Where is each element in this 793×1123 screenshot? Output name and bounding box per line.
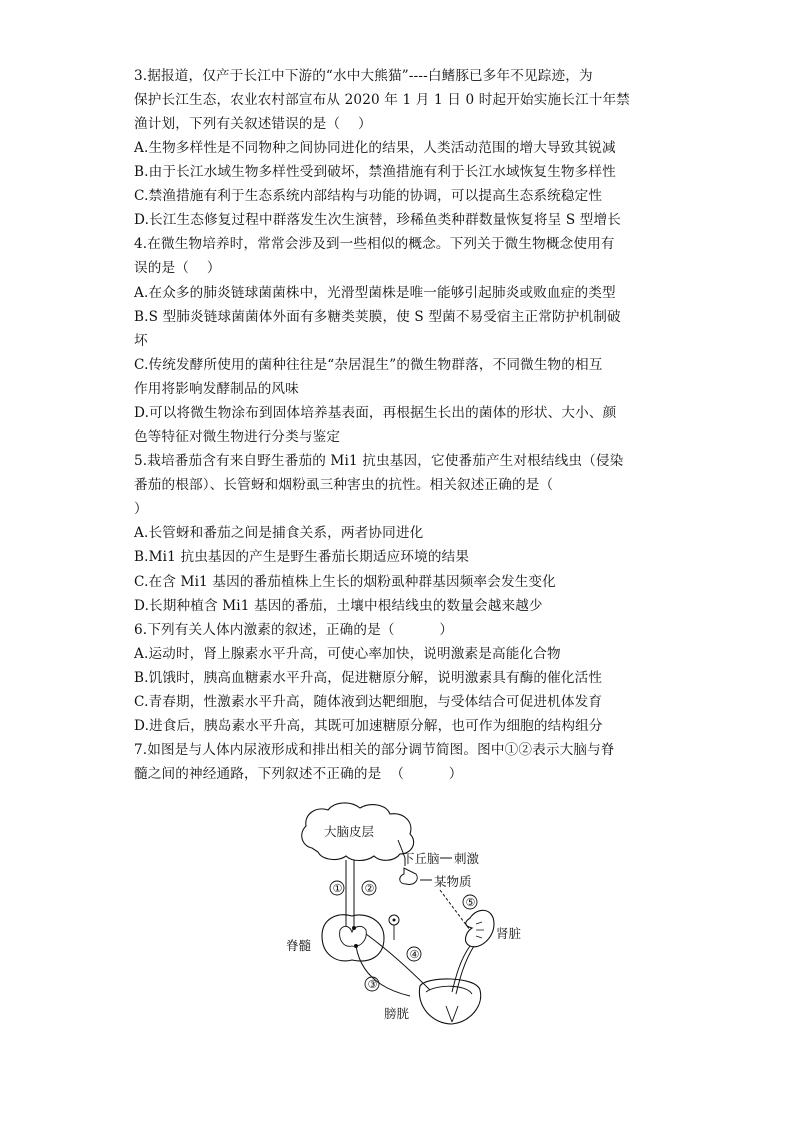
text-line: D.长期种植含 Mi1 基因的番茄，土壤中根结线虫的数量会越来越少 — [134, 598, 543, 614]
text-line: 保护长江生态，农业农村部宣布从 2020 年 1 月 1 日 0 时起开始实施长江十年禁 — [134, 92, 630, 108]
text-line: B.Mi1 抗虫基因的产生是野生番茄长期适应环境的结果 — [134, 549, 470, 565]
text-line: B.饥饿时，胰高血糖素水平升高，促进糖原分解，说明激素具有酶的催化活性 — [134, 670, 603, 686]
text-line: 4.在微生物培养时，常常会涉及到一些相似的概念。下列关于微生物概念使用有 — [134, 236, 615, 252]
text-line: D.进食后，胰岛素水平升高，其既可加速糖原分解，也可作为细胞的结构组分 — [134, 718, 603, 734]
text-line: C.传统发酵所使用的菌种往往是“杂居混生”的微生物群落，不同微生物的相互 — [134, 357, 603, 373]
pathway-4-label: ④ — [409, 948, 420, 961]
text-line: 6.下列有关人体内激素的叙述，正确的是（ ） — [134, 622, 454, 638]
hypothalamus-label: 下丘脑 — [402, 851, 440, 866]
text-line: 番茄的根部）、长管蚜和烟粉虱三种害虫的抗性。相关叙述正确的是（ — [134, 477, 554, 493]
text-line: 作用将影响发酵制品的风味 — [134, 381, 299, 397]
text-line: A.长管蚜和番茄之间是捕食关系，两者协同进化 — [134, 525, 424, 541]
text-line: 3.据报道，仅产于长江中下游的“水中大熊猫”----白鳍豚已多年不见踪迹，为 — [134, 68, 593, 84]
text-line: B.S 型肺炎链球菌菌体外面有多糖类荚膜，使 S 型菌不易受宿主正常防护机制破 — [134, 309, 621, 325]
text-line: A.生物多样性是不同物种之间协同进化的结果，人类活动范围的增大导致其锐减 — [134, 140, 616, 156]
text-line: 误的是（ ） — [134, 260, 221, 276]
kidney-label: 肾脏 — [496, 926, 522, 941]
spinal-cord-label: 脊髓 — [286, 938, 312, 953]
stimulus-label: 刺激 — [454, 851, 480, 866]
text-line: C.青春期，性激素水平升高，随体液到达靶细胞，与受体结合可促进机体发育 — [134, 694, 603, 710]
text-line: 坏 — [134, 333, 148, 349]
pathway-3-label: ③ — [367, 978, 378, 991]
spinal-cord-shape — [322, 915, 384, 961]
urination-regulation-diagram — [280, 800, 540, 1032]
bladder-label: 膀胱 — [384, 1006, 410, 1021]
text-line: C.禁渔措施有利于生态系统内部结构与功能的协调，可以提高生态系统稳定性 — [134, 188, 603, 204]
kidney-shape — [466, 910, 494, 946]
text-line: 髓之间的神经通路，下列叙述不正确的是 （ ） — [134, 766, 463, 782]
text-line: D.长江生态修复过程中群落发生次生演替，珍稀鱼类种群数量恢复将呈 S 型增长 — [134, 212, 621, 228]
text-line: B.由于长江水域生物多样性受到破坏，禁渔措施有利于长江水域恢复生物多样性 — [134, 164, 616, 180]
pathway-1-label: ① — [332, 882, 343, 895]
pathway-5-label: ⑤ — [465, 896, 476, 909]
text-line: 色等特征对微生物进行分类与鉴定 — [134, 429, 341, 445]
text-line: C.在含 Mi1 基因的番茄植株上生长的烟粉虱种群基因频率会发生变化 — [134, 574, 556, 590]
text-line: A.在众多的肺炎链球菌菌株中，光滑型菌株是唯一能够引起肺炎或败血症的类型 — [134, 285, 616, 301]
text-line: ） — [134, 501, 148, 517]
text-line: 7.如图是与人体内尿液形成和排出相关的部分调节简图。图中①②表示大脑与脊 — [134, 742, 615, 758]
text-line: 渔计划，下列有关叙述错误的是（ ） — [134, 116, 372, 132]
text-line: A.运动时，肾上腺素水平升高，可使心率加快，说明激素是高能化合物 — [134, 646, 561, 662]
substance-label: 某物质 — [434, 874, 472, 889]
text-line: D.可以将微生物涂布到固体培养基表面，再根据生长出的菌体的形状、大小、颜 — [134, 405, 617, 421]
pathway-2-label: ② — [364, 882, 375, 895]
cortex-label: 大脑皮层 — [324, 824, 375, 839]
text-line: 5.栽培番茄含有来自野生番茄的 Mi1 抗虫基因，它使番茄产生对根结线虫（侵染 — [134, 453, 624, 469]
